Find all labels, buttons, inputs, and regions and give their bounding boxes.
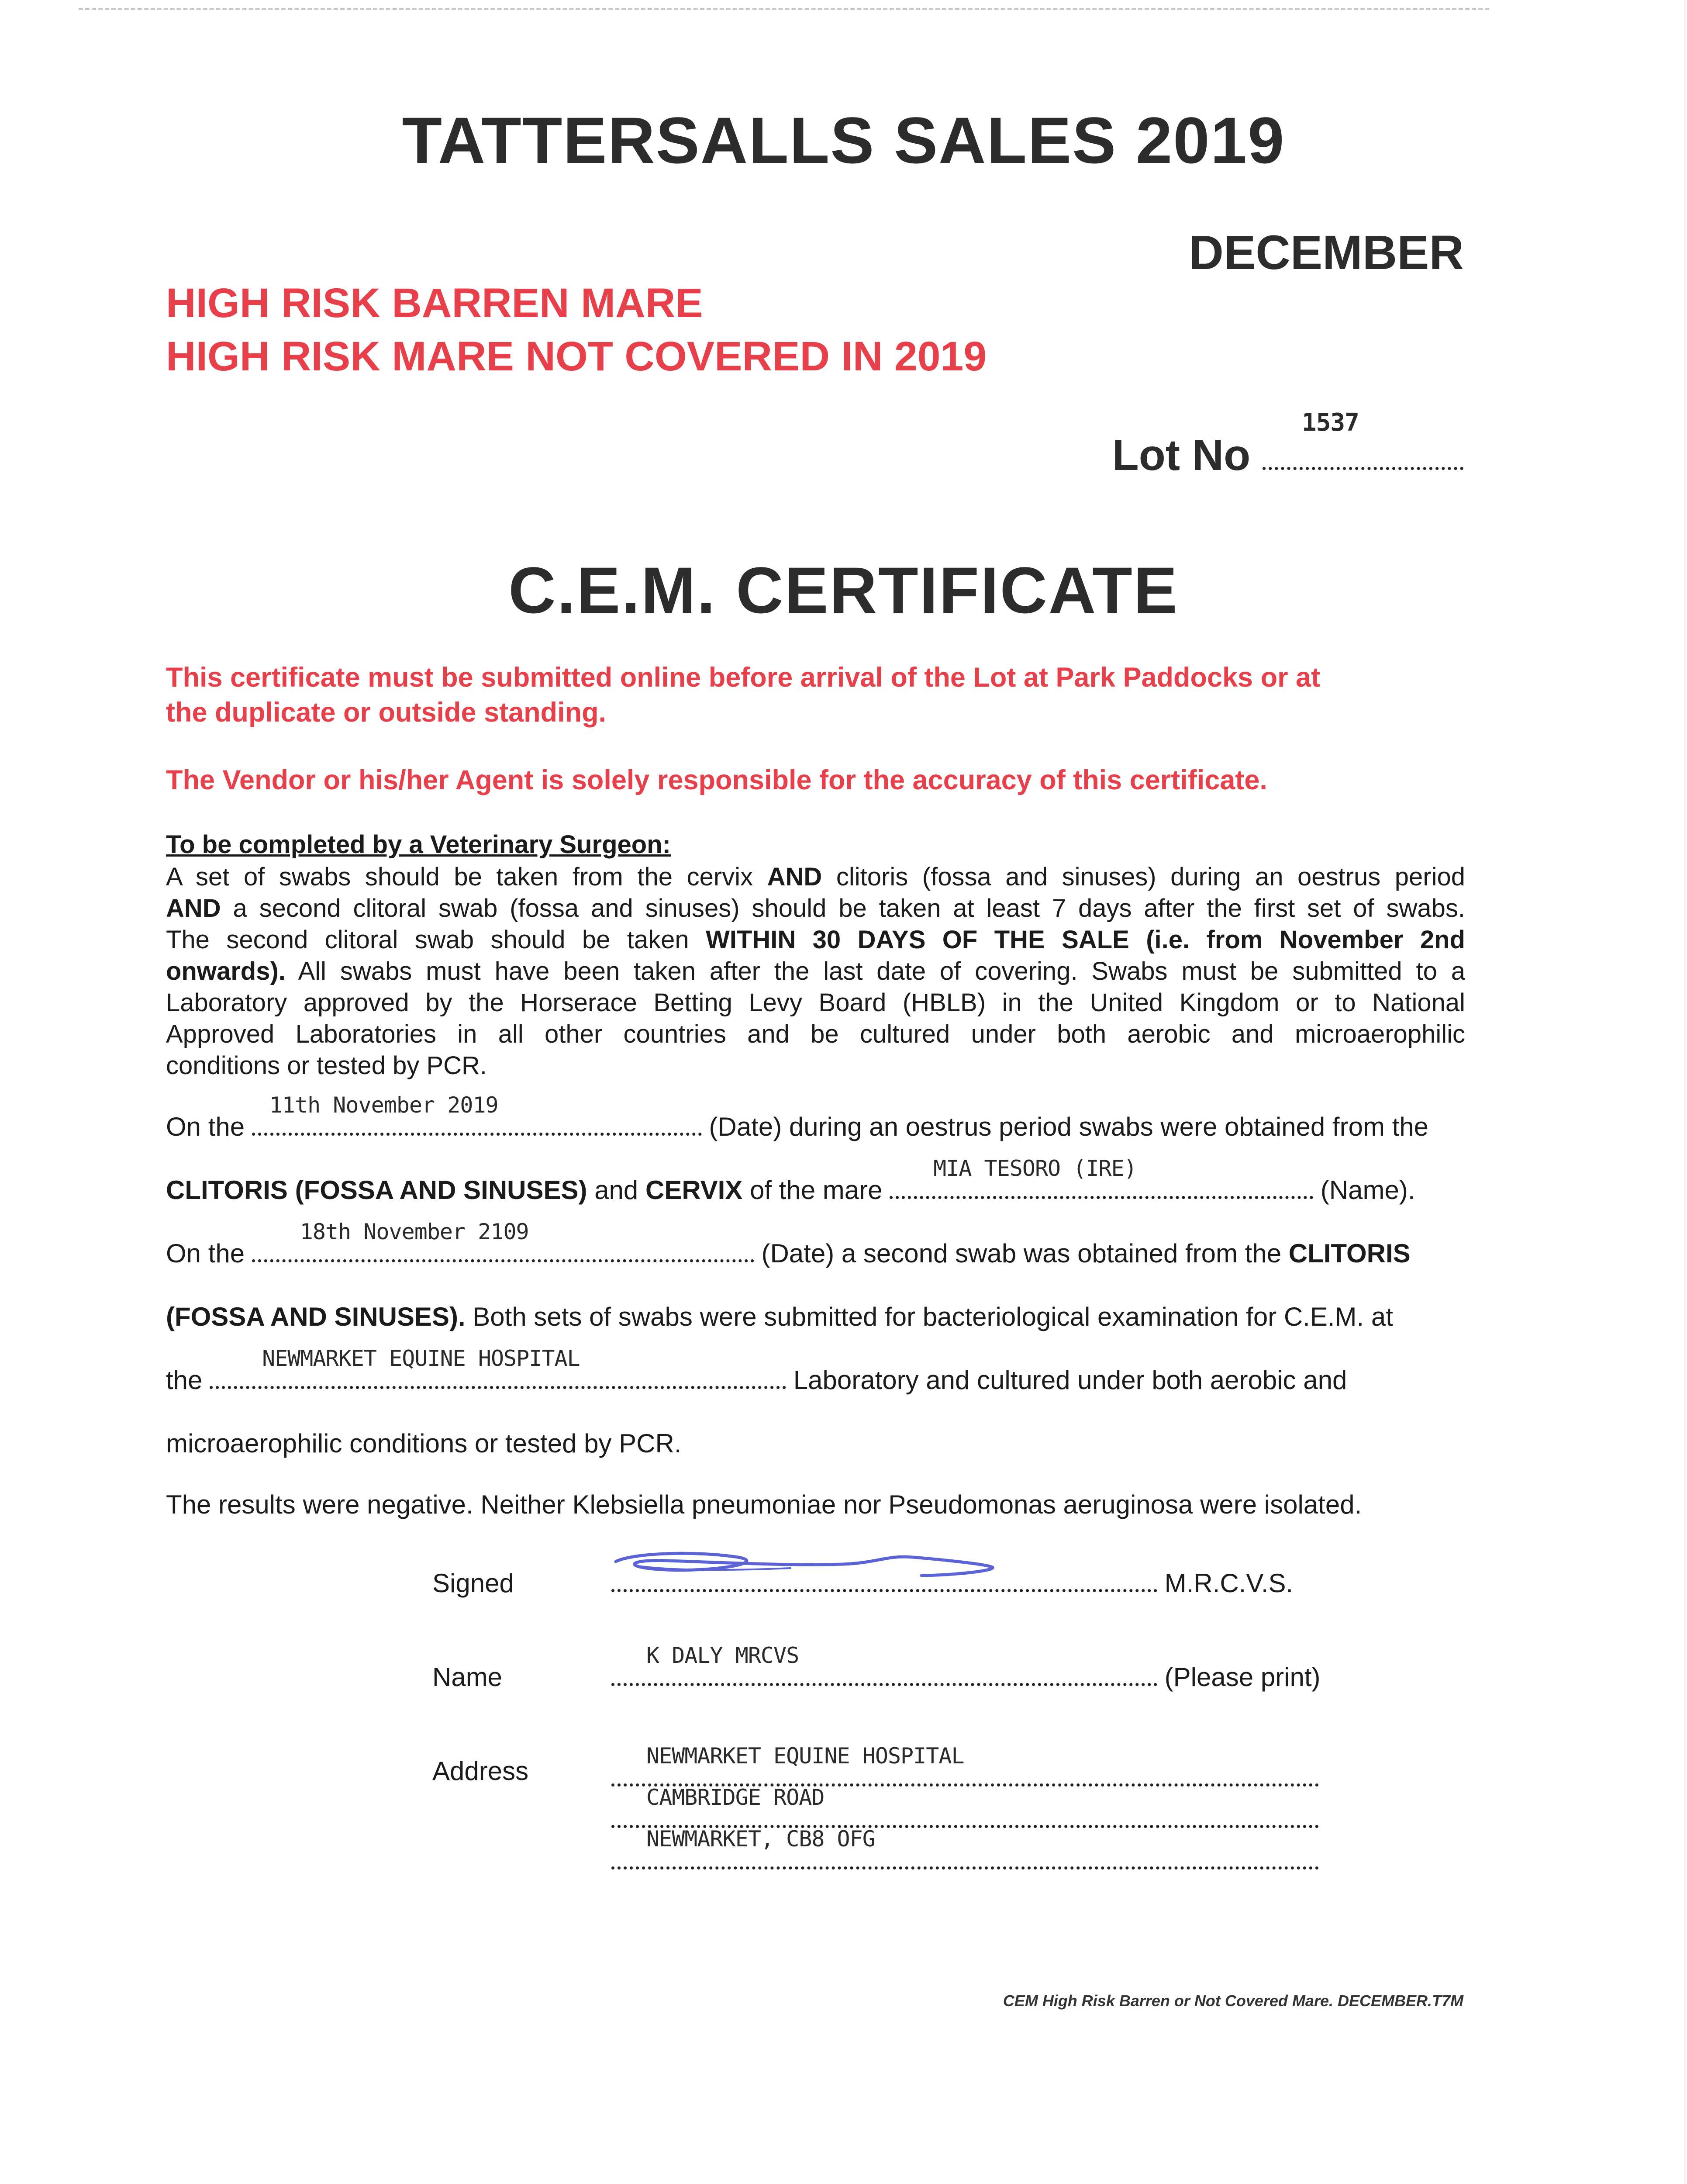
instruction-line: AND a second clitoral swab (fossa and sinuses) should be taken at least 7 days after the first set of swabs. [166,894,1465,923]
address-field-1[interactable]: NEWMARKET EQUINE HOSPITAL [611,1762,1319,1793]
certificate-title: C.E.M. CERTIFICATE [508,553,1179,627]
lot-label: Lot No [1112,431,1251,480]
signed-label: Signed [432,1569,514,1598]
page-title: TATTERSALLS SALES 2019 [402,104,1285,177]
signature-field[interactable] [611,1568,1157,1598]
warning-line-2: the duplicate or outside standing. [166,697,607,728]
first-swab-line: On the 11th November 2019 (Date) during an oestrus period swabs were obtained from the [166,1092,1429,1141]
instruction-line: conditions or tested by PCR. [166,1051,487,1080]
sale-month: DECEMBER [1189,226,1464,280]
lot-number-field [1112,408,1463,480]
scan-top-edge [79,8,1489,10]
warning-line-1: This certificate must be submitted online before arrival of the Lot at Park Paddocks or at [166,662,1321,693]
signature-line [611,1568,1293,1598]
mare-name-line: CLITORIS (FOSSA AND SINUSES) and CERVIX of the mare MIA TESORO (IRE) (Name). [166,1156,1415,1205]
results-statement: The results were negative. Neither Klebsiella pneumoniae nor Pseudomonas aeruginosa were isolated. [166,1490,1362,1519]
second-swab-date: 18th November 2109 [300,1219,529,1244]
instruction-line: A set of swabs should be taken from the cervix AND clitoris (fossa and sinuses) during an oestrus period [166,863,1465,891]
scan-right-edge [1684,0,1686,2184]
address-field-2[interactable]: CAMBRIDGE ROAD [611,1804,1319,1834]
risk-category-2: HIGH RISK MARE NOT COVERED IN 2019 [166,333,987,380]
instruction-line: Approved Laboratories in all other countries and be cultured under both aerobic and microaerophilic [166,1020,1465,1048]
laboratory-field[interactable] [210,1346,786,1395]
lot-number-value: 1537 [1302,408,1359,437]
second-swab-date-field[interactable] [252,1219,754,1268]
address-line-3 [611,1826,1319,1876]
instructions-heading: To be completed by a Veterinary Surgeon: [166,830,671,859]
address-field-3[interactable]: NEWMARKET, CB8 OFG [611,1845,1319,1876]
laboratory-name: NEWMARKET EQUINE HOSPITAL [262,1346,580,1371]
risk-category-1: HIGH RISK BARREN MARE [166,280,703,326]
name-label: Name [432,1662,503,1692]
lot-fill [1263,408,1463,480]
instruction-line: onwards). All swabs must have been taken after the last date of covering. Swabs must be submitted to a [166,957,1465,985]
address-label: Address [432,1756,529,1786]
printed-name-field[interactable] [611,1643,1157,1692]
instruction-line: The second clitoral swab should be taken WITHIN 30 DAYS OF THE SALE (i.e. from November 2nd [166,926,1465,954]
first-swab-date: 11th November 2019 [269,1092,498,1118]
first-swab-date-field[interactable] [252,1092,702,1142]
mare-name: MIA TESORO (IRE) [933,1156,1137,1181]
micro-line: microaerophilic conditions or tested by PCR. [166,1429,682,1458]
mare-name-field[interactable] [890,1156,1313,1205]
document-footer: CEM High Risk Barren or Not Covered Mare. DECEMBER.T7M [1003,1992,1463,2010]
printed-name-line [611,1643,1321,1692]
warning-vendor-responsibility: The Vendor or his/her Agent is solely responsible for the accuracy of this certificate. [166,765,1267,795]
please-print-note: (Please print) [1164,1662,1321,1692]
laboratory-line: the NEWMARKET EQUINE HOSPITAL Laboratory and cultured under both aerobic and [166,1346,1347,1395]
handwritten-signature [607,1544,1009,1592]
instruction-line: Laboratory approved by the Horserace Betting Levy Board (HBLB) in the United Kingdom or to National [166,988,1465,1017]
printed-name: K DALY MRCVS [646,1643,799,1668]
submission-line: (FOSSA AND SINUSES). Both sets of swabs were submitted for bacteriological examination for C.E.M. at [166,1302,1393,1331]
second-swab-line: On the 18th November 2109 (Date) a second swab was obtained from the CLITORIS [166,1219,1411,1268]
mrcvs-suffix: M.R.C.V.S. [1164,1569,1294,1598]
